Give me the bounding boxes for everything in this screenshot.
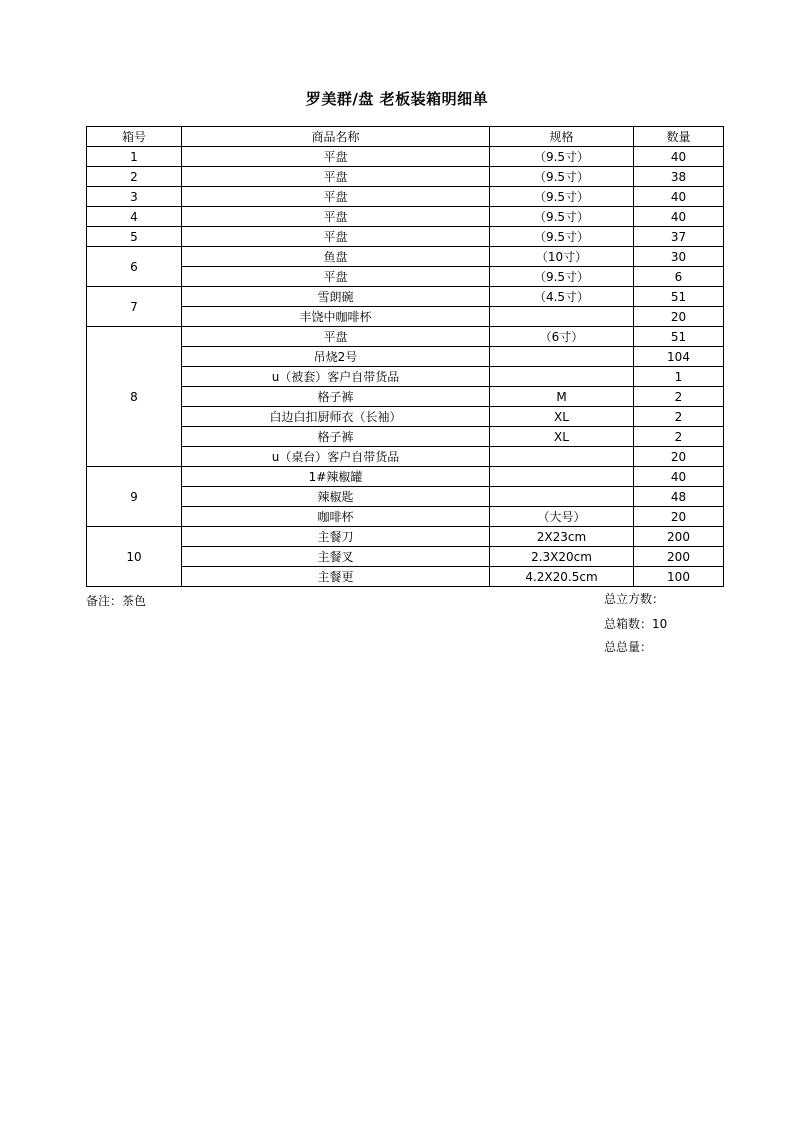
quantity-cell: 100 <box>634 567 724 587</box>
product-name-cell: 雪朗碗 <box>182 287 490 307</box>
table-row <box>87 487 724 507</box>
spec-cell: M <box>490 387 634 407</box>
total-box-count: 总箱数：10 <box>604 617 668 631</box>
product-name-cell: 平盘 <box>182 167 490 187</box>
product-name-cell: 平盘 <box>182 267 490 287</box>
spec-cell <box>490 367 634 387</box>
box-number-cell: 8 <box>87 327 182 467</box>
product-name-cell: 1#辣椒罐 <box>182 467 490 487</box>
spec-cell: 2X23cm <box>490 527 634 547</box>
table-row <box>87 367 724 387</box>
spec-cell: （10寸） <box>490 247 634 267</box>
table-body <box>87 147 724 587</box>
table-row <box>87 287 724 307</box>
quantity-cell: 2 <box>634 387 724 407</box>
product-name-cell: 咖啡杯 <box>182 507 490 527</box>
product-name-cell: 主餐更 <box>182 567 490 587</box>
spec-cell: XL <box>490 407 634 427</box>
quantity-cell: 30 <box>634 247 724 267</box>
document-title: 罗美群/盘 老板装箱明细单 <box>305 90 489 108</box>
table-row <box>87 247 724 267</box>
quantity-cell: 104 <box>634 347 724 367</box>
table-row <box>87 167 724 187</box>
quantity-cell: 37 <box>634 227 724 247</box>
spec-cell <box>490 487 634 507</box>
header-spec: 规格 <box>490 127 634 147</box>
quantity-cell: 40 <box>634 467 724 487</box>
table-row <box>87 327 724 347</box>
total-volume: 总立方数： <box>604 592 665 606</box>
product-name-cell: 主餐叉 <box>182 547 490 567</box>
table-row <box>87 147 724 167</box>
table-row <box>87 227 724 247</box>
quantity-cell: 20 <box>634 507 724 527</box>
spec-cell: （9.5寸） <box>490 147 634 167</box>
header-quantity: 数量 <box>634 127 724 147</box>
quantity-cell: 1 <box>634 367 724 387</box>
box-number-cell: 9 <box>87 467 182 527</box>
box-number-cell: 5 <box>87 227 182 247</box>
spec-cell <box>490 307 634 327</box>
table-row <box>87 507 724 527</box>
spec-cell <box>490 447 634 467</box>
spec-cell: 4.2X20.5cm <box>490 567 634 587</box>
quantity-cell: 200 <box>634 527 724 547</box>
product-name-cell: 主餐刀 <box>182 527 490 547</box>
quantity-cell: 51 <box>634 327 724 347</box>
packing-list-table <box>86 126 724 587</box>
box-number-cell: 3 <box>87 187 182 207</box>
box-number-cell: 10 <box>87 527 182 587</box>
quantity-cell: 200 <box>634 547 724 567</box>
table-row <box>87 447 724 467</box>
quantity-cell: 38 <box>634 167 724 187</box>
spec-cell: （9.5寸） <box>490 187 634 207</box>
quantity-cell: 40 <box>634 187 724 207</box>
spec-cell: （9.5寸） <box>490 167 634 187</box>
product-name-cell: u（桌台）客户自带货品 <box>182 447 490 467</box>
spec-cell: （9.5寸） <box>490 267 634 287</box>
product-name-cell: 吊烧2号 <box>182 347 490 367</box>
spec-cell: （9.5寸） <box>490 207 634 227</box>
spec-cell <box>490 467 634 487</box>
spec-cell: （6寸） <box>490 327 634 347</box>
quantity-cell: 48 <box>634 487 724 507</box>
table-row <box>87 527 724 547</box>
box-number-cell: 1 <box>87 147 182 167</box>
table-row <box>87 547 724 567</box>
remark-note: 备注：茶色 <box>86 594 147 608</box>
total-weight: 总总量： <box>604 640 653 654</box>
product-name-cell: 白边白扣厨师衣（长袖） <box>182 407 490 427</box>
spec-cell: （9.5寸） <box>490 227 634 247</box>
spec-cell <box>490 347 634 367</box>
header-product-name: 商品名称 <box>182 127 490 147</box>
product-name-cell: 鱼盘 <box>182 247 490 267</box>
table-row <box>87 347 724 367</box>
product-name-cell: 平盘 <box>182 187 490 207</box>
product-name-cell: u（被套）客户自带货品 <box>182 367 490 387</box>
quantity-cell: 2 <box>634 407 724 427</box>
quantity-cell: 2 <box>634 427 724 447</box>
spec-cell: 2.3X20cm <box>490 547 634 567</box>
table-row <box>87 187 724 207</box>
product-name-cell: 平盘 <box>182 227 490 247</box>
table-row <box>87 467 724 487</box>
box-number-cell: 7 <box>87 287 182 327</box>
quantity-cell: 20 <box>634 447 724 467</box>
spec-cell: （大号） <box>490 507 634 527</box>
quantity-cell: 40 <box>634 147 724 167</box>
table-header-row <box>87 127 724 147</box>
product-name-cell: 平盘 <box>182 147 490 167</box>
quantity-cell: 40 <box>634 207 724 227</box>
quantity-cell: 6 <box>634 267 724 287</box>
table-row <box>87 427 724 447</box>
spec-cell: XL <box>490 427 634 447</box>
box-number-cell: 4 <box>87 207 182 227</box>
product-name-cell: 平盘 <box>182 207 490 227</box>
quantity-cell: 51 <box>634 287 724 307</box>
product-name-cell: 格子裤 <box>182 387 490 407</box>
quantity-cell: 20 <box>634 307 724 327</box>
table-row <box>87 307 724 327</box>
table-row <box>87 267 724 287</box>
box-number-cell: 6 <box>87 247 182 287</box>
product-name-cell: 格子裤 <box>182 427 490 447</box>
box-number-cell: 2 <box>87 167 182 187</box>
product-name-cell: 丰饶中咖啡杯 <box>182 307 490 327</box>
product-name-cell: 辣椒匙 <box>182 487 490 507</box>
table-row <box>87 387 724 407</box>
table-row <box>87 207 724 227</box>
table-row <box>87 407 724 427</box>
header-box-number: 箱号 <box>87 127 182 147</box>
product-name-cell: 平盘 <box>182 327 490 347</box>
spec-cell: （4.5寸） <box>490 287 634 307</box>
table-row <box>87 567 724 587</box>
